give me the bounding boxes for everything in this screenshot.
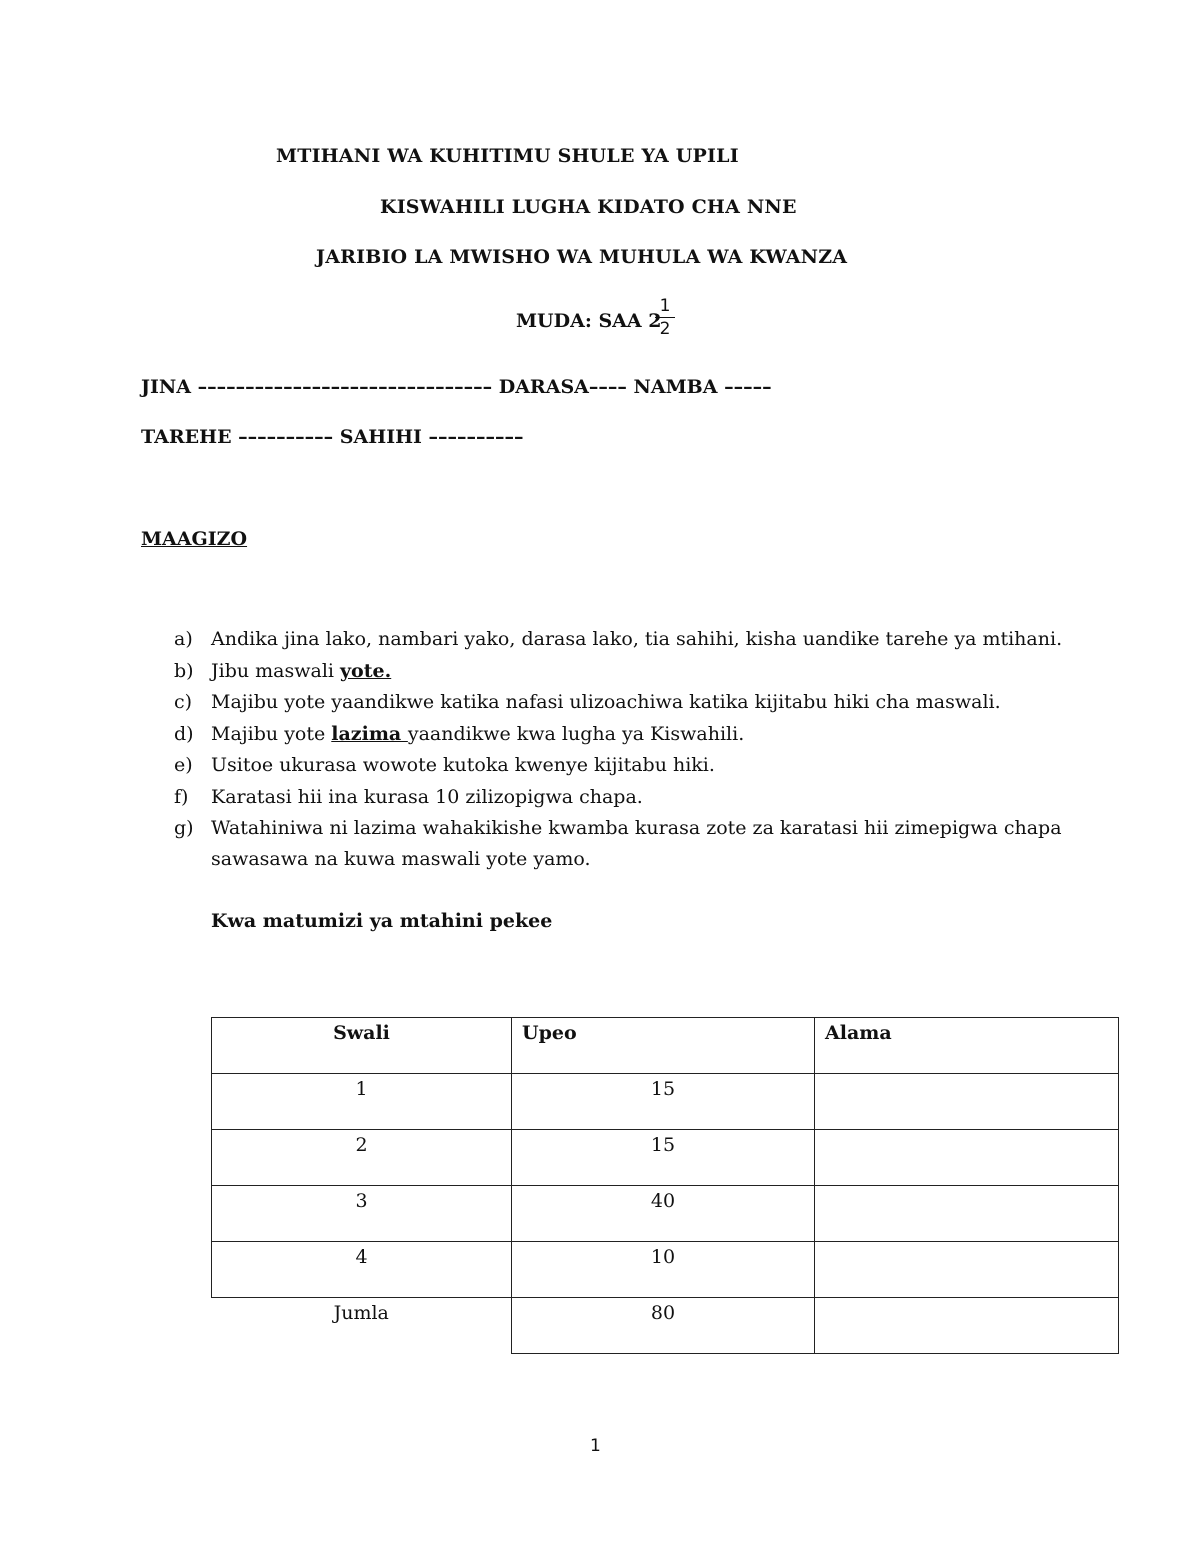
instruction-text: sawasawa na kuwa maswali yote yamo. bbox=[211, 848, 591, 870]
cell-alama[interactable] bbox=[815, 1074, 1119, 1130]
column-header-alama: Alama bbox=[815, 1018, 1119, 1074]
instruction-label: c) bbox=[174, 691, 193, 713]
total-alama[interactable] bbox=[815, 1298, 1119, 1354]
duration-label: MUDA: SAA 2 bbox=[516, 310, 662, 332]
cell-upeo: 15 bbox=[512, 1130, 815, 1186]
date-signature-line: TAREHE –––––––––– SAHIHI –––––––––– bbox=[141, 426, 524, 448]
instruction-text: Watahiniwa ni lazima wahakikishe kwamba kurasa zote za karatasi hii zimepigwa chapa bbox=[211, 817, 1062, 839]
instruction-text bbox=[211, 723, 744, 745]
table-row bbox=[212, 1242, 1119, 1298]
cell-swali: 4 bbox=[212, 1242, 512, 1298]
total-label: Jumla bbox=[212, 1298, 512, 1354]
cell-swali: 1 bbox=[212, 1074, 512, 1130]
column-header-upeo: Upeo bbox=[512, 1018, 815, 1074]
table-row bbox=[212, 1074, 1119, 1130]
instruction-text bbox=[211, 660, 391, 682]
cell-alama[interactable] bbox=[815, 1186, 1119, 1242]
instruction-label: b) bbox=[174, 660, 194, 682]
instruction-label: e) bbox=[174, 754, 193, 776]
instruction-text: Usitoe ukurasa wowote kutoka kwenye kijitabu hiki. bbox=[211, 754, 715, 776]
cell-swali: 2 bbox=[212, 1130, 512, 1186]
page-number: 1 bbox=[590, 1436, 601, 1456]
instruction-text-part: Majibu yote bbox=[211, 723, 332, 745]
instruction-text: Andika jina lako, nambari yako, darasa lako, tia sahihi, kisha uandike tarehe ya mtihani. bbox=[211, 628, 1063, 650]
cell-upeo: 10 bbox=[512, 1242, 815, 1298]
table-row bbox=[212, 1186, 1119, 1242]
instruction-text: Karatasi hii ina kurasa 10 zilizopigwa chapa. bbox=[211, 786, 643, 808]
examiner-heading: Kwa matumizi ya mtahini pekee bbox=[211, 910, 553, 932]
cell-upeo: 40 bbox=[512, 1186, 815, 1242]
fraction-numerator: 1 bbox=[659, 296, 671, 316]
duration-fraction bbox=[655, 296, 675, 339]
instruction-text-part: Jibu maswali bbox=[211, 660, 341, 682]
cell-alama[interactable] bbox=[815, 1242, 1119, 1298]
cell-swali: 3 bbox=[212, 1186, 512, 1242]
instruction-text: Majibu yote yaandikwe katika nafasi ulizoachiwa katika kijitabu hiki cha maswali. bbox=[211, 691, 1001, 713]
column-header-swali: Swali bbox=[212, 1018, 512, 1074]
emphasis-lazima: lazima bbox=[331, 723, 408, 745]
instructions-heading: MAAGIZO bbox=[141, 528, 248, 550]
instruction-label: g) bbox=[174, 817, 194, 839]
name-class-number-line: JINA ––––––––––––––––––––––––––––––– DARASA–––– NAMBA ––––– bbox=[141, 376, 772, 398]
fraction-bar bbox=[655, 317, 675, 318]
table-row bbox=[212, 1130, 1119, 1186]
instruction-label: f) bbox=[174, 786, 189, 808]
marks-table bbox=[211, 1017, 1119, 1354]
paper-title: JARIBIO LA MWISHO WA MUHULA WA KWANZA bbox=[316, 246, 848, 268]
table-total-row bbox=[212, 1298, 1119, 1354]
total-upeo: 80 bbox=[512, 1298, 815, 1354]
instruction-label: d) bbox=[174, 723, 194, 745]
emphasis-yote: yote. bbox=[340, 660, 392, 682]
table-header-row bbox=[212, 1018, 1119, 1074]
fraction-denominator: 2 bbox=[659, 319, 671, 339]
cell-upeo: 15 bbox=[512, 1074, 815, 1130]
instruction-text-part: yaandikwe kwa lugha ya Kiswahili. bbox=[407, 723, 745, 745]
instruction-label: a) bbox=[174, 628, 193, 650]
cell-alama[interactable] bbox=[815, 1130, 1119, 1186]
exam-title: MTIHANI WA KUHITIMU SHULE YA UPILI bbox=[276, 145, 739, 167]
subject-title: KISWAHILI LUGHA KIDATO CHA NNE bbox=[380, 196, 797, 218]
